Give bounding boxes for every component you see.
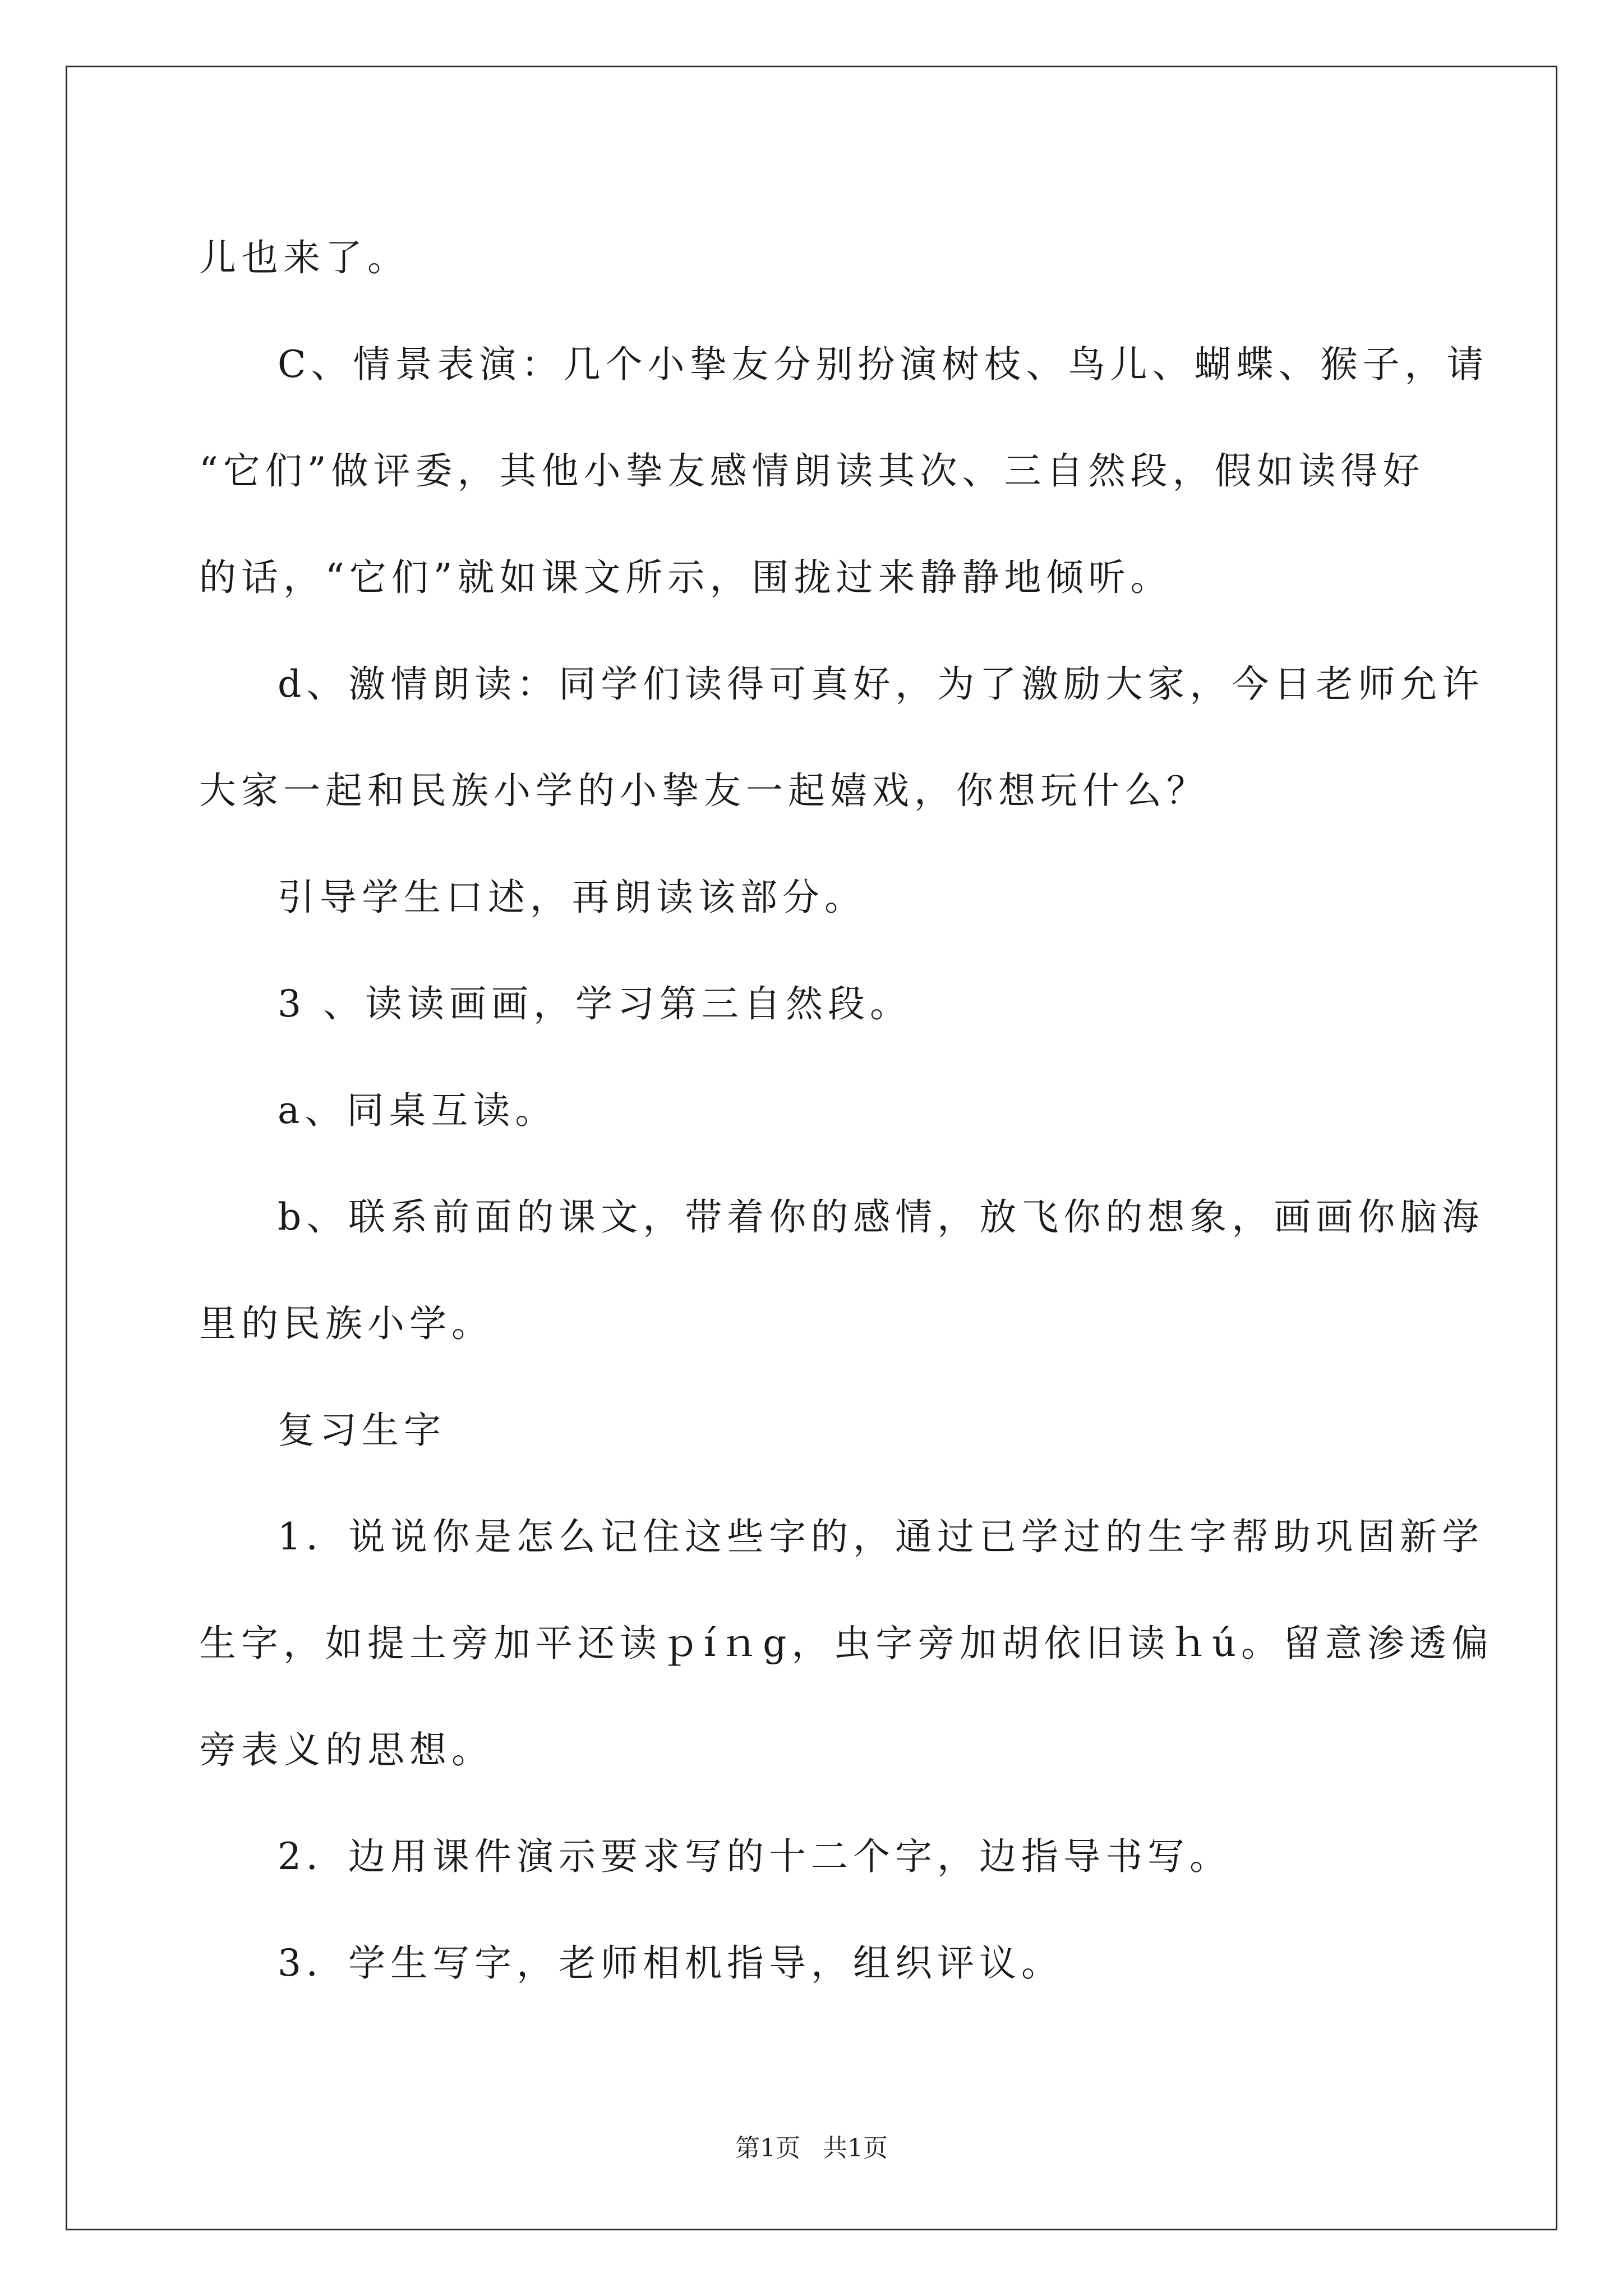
text-line: d、激情朗读：同学们读得可真好，为了激励大家，今日老师允许	[278, 662, 1484, 706]
text-line: 3．学生写字，老师相机指导，组织评议。	[278, 1941, 1063, 1985]
text-line: 的话，“它们”就如课文所示，围拢过来静静地倾听。	[199, 556, 1173, 599]
text-line: 旁表义的思想。	[199, 1728, 494, 1772]
text-line: 生字，如提土旁加平还读ｐíｎg，虫字旁加胡依旧读ｈú。留意渗透偏	[199, 1622, 1493, 1665]
text-line: 引导学生口述，再朗读该部分。	[278, 876, 866, 919]
section-heading: 复习生字	[278, 1409, 446, 1452]
text-line: 大家一起和民族小学的小挚友一起嬉戏，你想玩什么？	[199, 769, 1209, 812]
text-line: “它们”做评委，其他小挚友感情朗读其次、三自然段，假如读得好	[199, 449, 1425, 493]
text-line: a、同桌互读。	[278, 1089, 557, 1132]
text-line: C、情景表演：几个小挚友分别扮演树枝、鸟儿、蝴蝶、猴子，请	[278, 343, 1489, 386]
page-total: 共1页	[823, 2134, 888, 2162]
text-line: 1．说说你是怎么记住这些字的，通过已学过的生字帮助巩固新学	[278, 1515, 1484, 1558]
text-line: 儿也来了。	[199, 236, 409, 279]
text-line: b、联系前面的课文，带着你的感情，放飞你的想象，画画你脑海	[278, 1195, 1484, 1239]
page-footer	[0, 2132, 1623, 2165]
text-line: 里的民族小学。	[199, 1302, 494, 1345]
text-line: 3 、读读画画，学习第三自然段。	[278, 982, 912, 1025]
page-number: 第1页	[735, 2134, 800, 2162]
text-line: 2．边用课件演示要求写的十二个字，边指导书写。	[278, 1835, 1232, 1878]
document-body	[199, 205, 1493, 2017]
